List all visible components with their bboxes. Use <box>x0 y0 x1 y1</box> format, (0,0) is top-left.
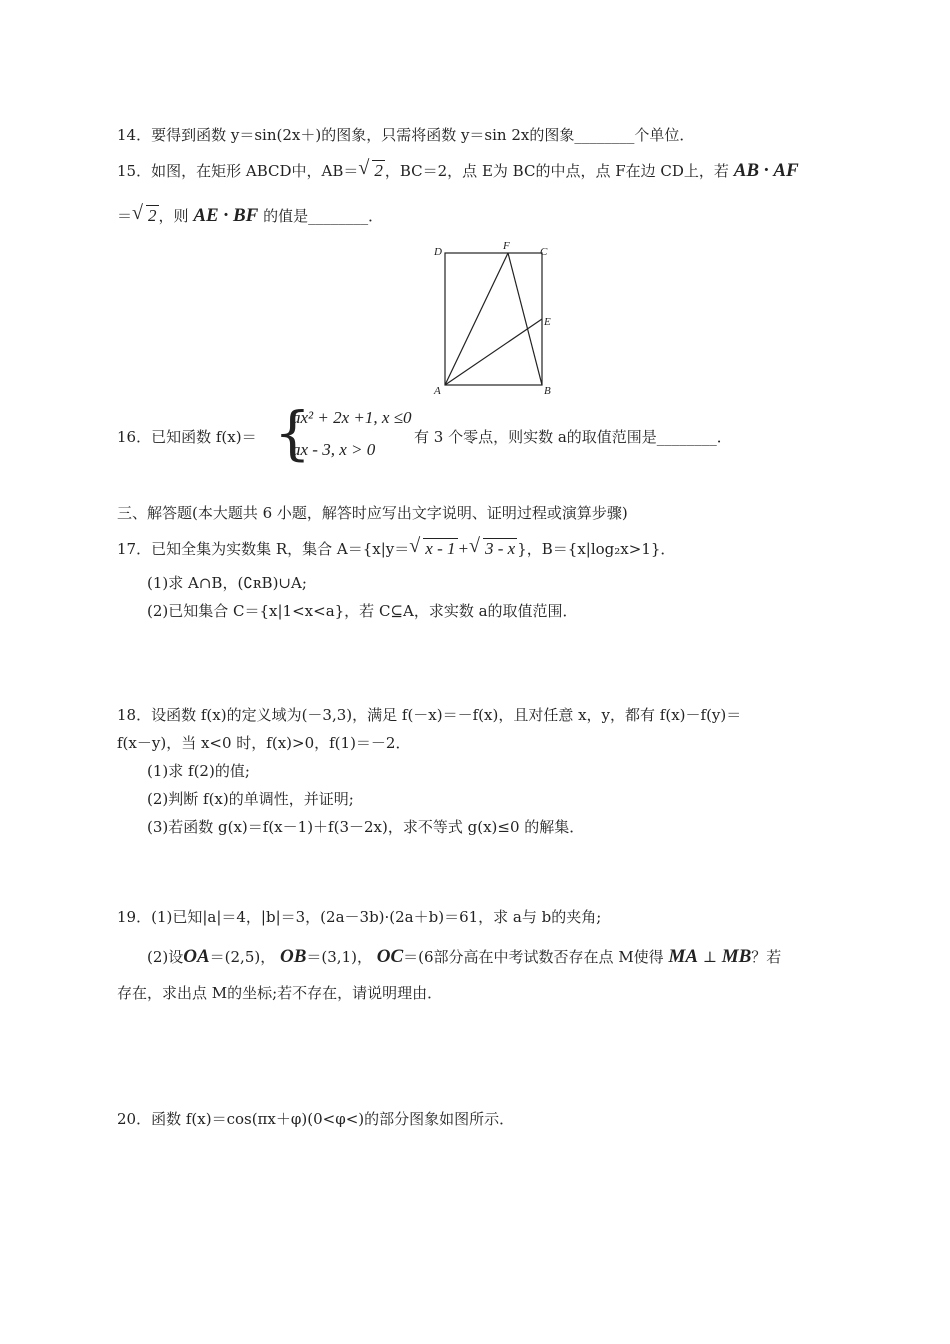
question-18-line2: f(x－y)，当 x<0 时，f(x)>0，f(1)＝－2． <box>117 734 411 752</box>
rectangle-figure <box>425 240 565 400</box>
vector-mb: MB <box>721 946 752 967</box>
question-20: 20．函数 f(x)＝cos(πx＋φ)(0<φ<)的部分图象如图所示． <box>117 1110 515 1128</box>
question-19-line1: 19．(1)已知|a|＝4，|b|＝3，(2a－3b)·(2a＋b)＝61，求 a与 b的夹角; <box>117 908 602 926</box>
question-17-part1: (1)求 A∩B，(∁ʀB)∪A; <box>147 574 307 592</box>
question-15-line2 <box>117 202 384 227</box>
label-f: F <box>503 240 510 252</box>
label-b: B <box>544 385 551 397</box>
q19-ob-value: ＝(3,1)， <box>306 948 372 966</box>
vector-ab: AB <box>733 160 760 181</box>
question-18-part1: (1)求 f(2)的值; <box>147 762 250 780</box>
question-15-line1 <box>117 157 799 182</box>
piece-2: ax - 3, x > 0 <box>292 440 376 459</box>
question-18-part3: (3)若函数 g(x)＝f(x－1)＋f(3－2x)，求不等式 g(x)≤0 的解集． <box>147 818 585 836</box>
vector-ma: MA <box>668 946 699 967</box>
perp-symbol: ⊥ <box>702 948 717 966</box>
vector-ob: OB <box>280 946 307 967</box>
segment-af <box>445 253 508 385</box>
q15-text-a: 15．如图，在矩形 ABCD中，AB＝ <box>117 162 359 180</box>
question-16-lead: 16．已知函数 f(x)＝ <box>117 428 257 446</box>
label-c: C <box>540 246 548 258</box>
question-14: 14．要得到函数 y＝sin(2x＋)的图象，只需将函数 y＝sin 2x的图象________个单位． <box>117 126 695 144</box>
vector-oc: OC <box>376 946 404 967</box>
label-e: E <box>544 316 551 328</box>
q19-text-a: (2)设 <box>147 948 184 966</box>
question-19-line3: 存在，求出点 M的坐标;若不存在，请说明理由． <box>117 984 443 1002</box>
question-17-line1: 17．已知全集为实数集 R，集合 A＝{x|y＝ √ x - 1 + √ 3 - x }，B＝{x|log₂x>1}． <box>117 535 676 558</box>
question-19-line2 <box>147 946 781 968</box>
q17-text-b: }，B＝{x|log₂x>1}． <box>517 540 676 558</box>
question-18-line1: 18．设函数 f(x)的定义域为(－3,3)，满足 f(－x)＝－f(x)，且对任意 x，y，都有 f(x)－f(y)＝ <box>117 706 742 724</box>
question-17-part2: (2)已知集合 C＝{x|1<x<a}，若 C⊆A，求实数 a的取值范围． <box>147 602 578 620</box>
question-16-tail: 有 3 个零点，则实数 a的取值范围是________． <box>414 428 732 446</box>
q19-oa-value: ＝(2,5)， <box>209 948 276 966</box>
sqrt-3-x: √ 3 - x <box>469 535 516 558</box>
vector-af: AF <box>773 160 799 181</box>
label-d: D <box>434 246 442 258</box>
vector-oa: OA <box>183 946 210 967</box>
q15-text-c: ＝ <box>117 207 133 225</box>
q15-text-e: 的值是________． <box>263 207 384 225</box>
q15-text-d: ，则 <box>158 207 189 225</box>
piece-1: ax² + 2x +1, x ≤0 <box>292 408 412 427</box>
piecewise-brace: { <box>274 399 311 467</box>
vector-ae: AE <box>193 205 219 226</box>
q19-tail: ？若 <box>751 948 782 966</box>
q17-text-a: 17．已知全集为实数集 R，集合 A＝{x|y＝ <box>117 540 410 558</box>
sqrt-2: √ 2 <box>358 157 383 180</box>
section-3-heading: 三、解答题(本大题共 6 小题，解答时应写出文字说明、证明过程或演算步骤) <box>117 504 628 522</box>
label-a: A <box>434 385 441 397</box>
rectangle-abcd <box>445 253 542 385</box>
sqrt-2-b: √ 2 <box>132 202 157 225</box>
question-18-part2: (2)判断 f(x)的单调性，并证明; <box>147 790 354 808</box>
dot-operator: · <box>763 160 769 181</box>
dot-operator-2: · <box>223 205 229 226</box>
q15-text-b: ，BC＝2，点 E为 BC的中点，点 F在边 CD上，若 <box>384 162 729 180</box>
sqrt-x-1: √ x - 1 <box>409 535 456 558</box>
q19-overlap-text: ＝(6部分高在中考试数否存在点 M使得 <box>403 948 664 966</box>
vector-bf: BF <box>232 205 259 226</box>
segment-bf <box>508 253 542 385</box>
